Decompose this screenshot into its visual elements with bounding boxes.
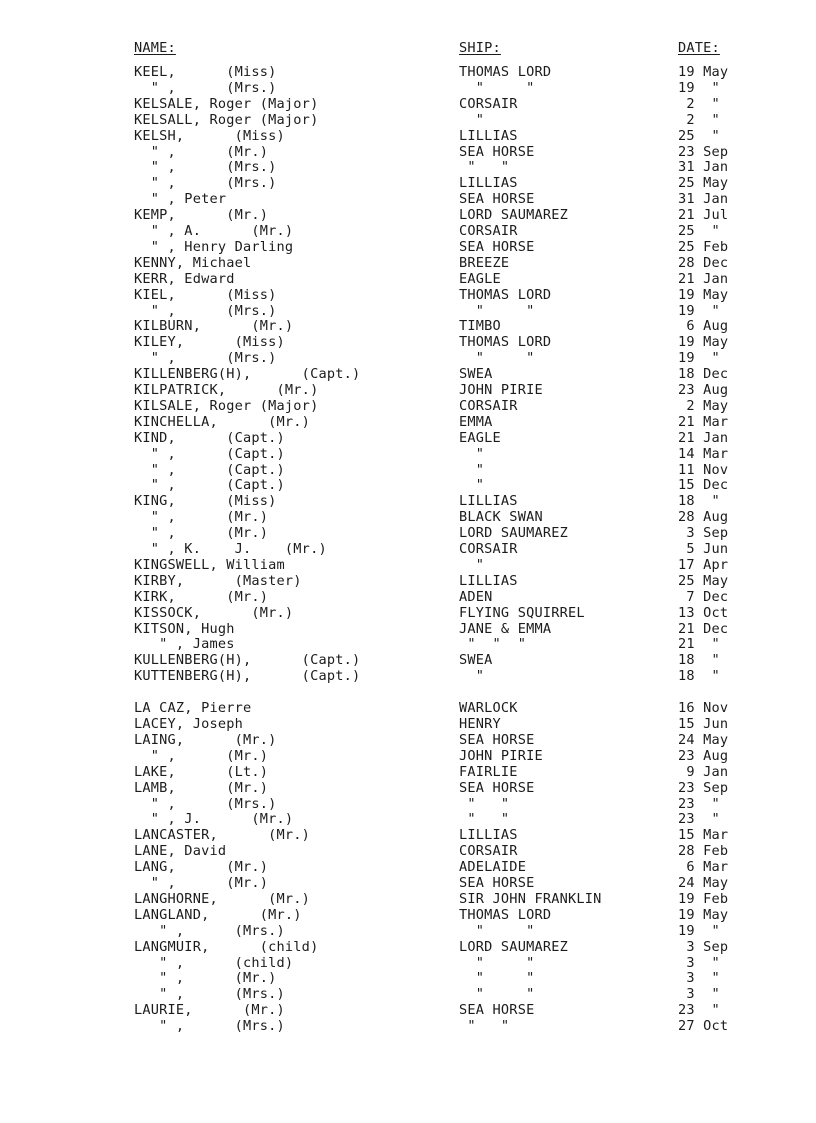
row-ship: " xyxy=(459,556,485,573)
row-name: LACEY, Joseph xyxy=(134,716,243,732)
row-ship: WARLOCK xyxy=(459,700,518,717)
row-name: LAURIE, (Mr.) xyxy=(134,1002,285,1019)
row-date: 25 May xyxy=(678,572,729,589)
row-name: " , (Mrs.) xyxy=(134,159,277,176)
row-date: 15 Mar xyxy=(678,827,729,844)
row-date: 17 Apr xyxy=(678,556,729,573)
row-name: LANGMUIR, (child) xyxy=(134,938,319,955)
row-ship: BLACK SWAN xyxy=(459,509,543,526)
row-name: KEEL, (Miss) xyxy=(134,64,277,80)
row-ship: " " xyxy=(459,79,535,96)
row-ship: ADEN xyxy=(459,588,493,605)
row-date: 25 Feb xyxy=(678,238,729,255)
row-date: 16 Nov xyxy=(678,700,729,717)
row-ship: FAIRLIE xyxy=(459,763,518,780)
row-name: LANGHORNE, (Mr.) xyxy=(134,890,311,907)
row-ship: EAGLE xyxy=(459,429,501,446)
header-date: DATE: xyxy=(678,40,720,56)
row-date: 25 May xyxy=(678,175,729,192)
row-name: KIRK, (Mr.) xyxy=(134,588,269,605)
row-name: LANGLAND, (Mr.) xyxy=(134,906,302,923)
row-ship: LILLIAS xyxy=(459,493,518,510)
row-date: 2 May xyxy=(678,397,729,414)
row-ship: " " xyxy=(459,986,535,1003)
row-ship: CORSAIR xyxy=(459,843,518,860)
row-ship: LORD SAUMAREZ xyxy=(459,207,568,224)
row-ship: SEA HORSE xyxy=(459,779,535,796)
row-ship: EMMA xyxy=(459,413,493,430)
row-name: LAMB, (Mr.) xyxy=(134,779,269,796)
row-ship: CORSAIR xyxy=(459,397,518,414)
row-date: 18 " xyxy=(678,668,720,685)
row-name: " , A. (Mr.) xyxy=(134,223,294,239)
row-ship: THOMAS LORD xyxy=(459,906,552,923)
row-ship: " xyxy=(459,445,485,462)
row-name: LAING, (Mr.) xyxy=(134,731,277,748)
row-date: 18 Dec xyxy=(678,366,729,383)
row-name: KENNY, Michael xyxy=(134,254,252,271)
row-name: KUTTENBERG(H), (Capt.) xyxy=(134,668,361,685)
row-date: 21 " xyxy=(678,636,720,653)
row-ship: FLYING SQUIRREL xyxy=(459,604,585,621)
row-ship: " " xyxy=(459,302,535,319)
row-date: 3 " xyxy=(678,970,720,987)
row-name: KITSON, Hugh xyxy=(134,620,235,637)
row-name: " , (Mr.) xyxy=(134,747,269,764)
row-name: " , (Mrs.) xyxy=(134,1018,285,1035)
row-date: 21 Mar xyxy=(678,413,729,430)
row-date: 19 May xyxy=(678,906,729,923)
row-date: 23 " xyxy=(678,811,720,828)
row-name: " , (Mr.) xyxy=(134,509,269,526)
row-name: KIRBY, (Master) xyxy=(134,572,302,589)
row-date: 21 Jul xyxy=(678,207,729,224)
row-date: 15 Jun xyxy=(678,716,729,732)
row-name: " , Henry Darling xyxy=(134,238,294,255)
row-date: 28 Aug xyxy=(678,509,729,526)
row-ship: " " " xyxy=(459,636,527,653)
row-date: 23 " xyxy=(678,1002,720,1019)
row-name: " , (Mr.) xyxy=(134,143,269,160)
row-ship: CORSAIR xyxy=(459,223,518,239)
row-date: 31 Jan xyxy=(678,191,729,208)
row-date: 28 Dec xyxy=(678,254,729,271)
row-ship: LORD SAUMAREZ xyxy=(459,938,568,955)
row-date: 6 Aug xyxy=(678,318,729,335)
row-date: 7 Dec xyxy=(678,588,729,605)
row-date: 21 Jan xyxy=(678,429,729,446)
row-date: 18 " xyxy=(678,493,720,510)
row-date: 19 " xyxy=(678,302,720,319)
row-name: LANCASTER, (Mr.) xyxy=(134,827,311,844)
row-date: 24 May xyxy=(678,875,729,891)
row-name: KILSALE, Roger (Major) xyxy=(134,397,319,414)
row-name: " , (Capt.) xyxy=(134,445,285,462)
row-ship: SEA HORSE xyxy=(459,731,535,748)
row-name: LA CAZ, Pierre xyxy=(134,700,252,717)
row-ship: " xyxy=(459,461,485,478)
row-name: " , James xyxy=(134,636,235,653)
row-date: 31 Jan xyxy=(678,159,729,176)
row-name: KULLENBERG(H), (Capt.) xyxy=(134,652,361,669)
row-name: " , (Mrs.) xyxy=(134,302,277,319)
row-date: 3 Sep xyxy=(678,938,729,955)
row-ship: SEA HORSE xyxy=(459,143,535,160)
row-ship: THOMAS LORD xyxy=(459,286,552,303)
row-name: KILLENBERG(H), (Capt.) xyxy=(134,366,361,383)
row-ship: TIMBO xyxy=(459,318,501,335)
row-date: 9 Jan xyxy=(678,763,729,780)
row-name: " , (Mrs.) xyxy=(134,350,277,367)
row-ship: JOHN PIRIE xyxy=(459,382,543,398)
row-name: " , (Mrs.) xyxy=(134,79,277,96)
row-name: KILPATRICK, (Mr.) xyxy=(134,382,319,398)
row-date: 14 Mar xyxy=(678,445,729,462)
row-date: 19 " xyxy=(678,922,720,939)
row-ship: SWEA xyxy=(459,652,493,669)
row-name: " , (Mrs.) xyxy=(134,175,277,192)
row-date: 6 Mar xyxy=(678,859,729,876)
row-ship: " " xyxy=(459,159,510,176)
row-ship: LILLIAS xyxy=(459,827,518,844)
row-name: KILEY, (Miss) xyxy=(134,334,285,351)
row-ship: " " xyxy=(459,795,510,812)
row-ship: LILLIAS xyxy=(459,175,518,192)
row-name: LAKE, (Lt.) xyxy=(134,763,269,780)
row-date: 23 Sep xyxy=(678,143,729,160)
row-name: " , K. J. (Mr.) xyxy=(134,541,327,557)
row-date: 21 Jan xyxy=(678,270,729,287)
row-name: KING, (Miss) xyxy=(134,493,277,510)
row-name: " , (Capt.) xyxy=(134,461,285,478)
row-ship: SEA HORSE xyxy=(459,238,535,255)
row-ship: " xyxy=(459,477,485,494)
row-name: " , (Capt.) xyxy=(134,477,285,494)
row-name: KISSOCK, (Mr.) xyxy=(134,604,294,621)
row-name: KINCHELLA, (Mr.) xyxy=(134,413,311,430)
row-date: 19 May xyxy=(678,64,729,80)
row-name: " , J. (Mr.) xyxy=(134,811,294,828)
row-ship: SEA HORSE xyxy=(459,875,535,891)
row-ship: THOMAS LORD xyxy=(459,64,552,80)
row-ship: LILLIAS xyxy=(459,572,518,589)
row-ship: " " xyxy=(459,922,535,939)
row-ship: CORSAIR xyxy=(459,95,518,112)
row-date: 21 Dec xyxy=(678,620,729,637)
header-name: NAME: xyxy=(134,40,176,56)
row-date: 19 May xyxy=(678,334,729,351)
row-ship: " " xyxy=(459,970,535,987)
row-date: 19 Feb xyxy=(678,890,729,907)
row-name: " , (Mr.) xyxy=(134,970,277,987)
row-date: 23 Aug xyxy=(678,747,729,764)
row-ship: JOHN PIRIE xyxy=(459,747,543,764)
row-name: LANG, (Mr.) xyxy=(134,859,269,876)
row-name: KIND, (Capt.) xyxy=(134,429,285,446)
row-name: KINGSWELL, William xyxy=(134,556,285,573)
row-ship: " " xyxy=(459,1018,510,1035)
row-ship: HENRY xyxy=(459,716,501,732)
row-ship: SWEA xyxy=(459,366,493,383)
row-date: 2 " xyxy=(678,111,720,128)
row-date: 19 " xyxy=(678,79,720,96)
row-date: 5 Jun xyxy=(678,541,729,557)
row-ship: SEA HORSE xyxy=(459,191,535,208)
row-name: KIEL, (Miss) xyxy=(134,286,277,303)
row-name: LANE, David xyxy=(134,843,227,860)
row-date: 3 " xyxy=(678,954,720,971)
row-name: " , (Mr.) xyxy=(134,525,269,542)
row-ship: ADELAIDE xyxy=(459,859,527,876)
row-name: KILBURN, (Mr.) xyxy=(134,318,294,335)
row-date: 25 " xyxy=(678,127,720,144)
row-ship: EAGLE xyxy=(459,270,501,287)
row-date: 23 Sep xyxy=(678,779,729,796)
row-ship: CORSAIR xyxy=(459,541,518,557)
row-name: KELSH, (Miss) xyxy=(134,127,285,144)
row-date: 3 " xyxy=(678,986,720,1003)
row-date: 23 Aug xyxy=(678,382,729,398)
row-ship: " " xyxy=(459,811,510,828)
row-ship: " xyxy=(459,668,485,685)
row-ship: LORD SAUMAREZ xyxy=(459,525,568,542)
row-date: 25 " xyxy=(678,223,720,239)
row-date: 2 " xyxy=(678,95,720,112)
row-date: 27 Oct xyxy=(678,1018,729,1035)
row-name: KELSALE, Roger (Major) xyxy=(134,95,319,112)
row-date: 15 Dec xyxy=(678,477,729,494)
row-date: 28 Feb xyxy=(678,843,729,860)
row-name: KERR, Edward xyxy=(134,270,235,287)
row-ship: LILLIAS xyxy=(459,127,518,144)
row-name: " , (Mrs.) xyxy=(134,986,285,1003)
row-ship: THOMAS LORD xyxy=(459,334,552,351)
row-date: 23 " xyxy=(678,795,720,812)
row-date: 19 May xyxy=(678,286,729,303)
row-ship: SIR JOHN FRANKLIN xyxy=(459,890,602,907)
row-name: KELSALL, Roger (Major) xyxy=(134,111,319,128)
row-date: 11 Nov xyxy=(678,461,729,478)
row-date: 3 Sep xyxy=(678,525,729,542)
row-date: 19 " xyxy=(678,350,720,367)
row-date: 13 Oct xyxy=(678,604,729,621)
row-ship: " " xyxy=(459,350,535,367)
row-date: 24 May xyxy=(678,731,729,748)
row-name: " , (child) xyxy=(134,954,294,971)
row-name: " , (Mrs.) xyxy=(134,795,277,812)
header-ship: SHIP: xyxy=(459,40,501,56)
row-ship: " xyxy=(459,111,485,128)
row-name: " , (Mr.) xyxy=(134,875,269,891)
row-name: " , Peter xyxy=(134,191,227,208)
row-ship: BREEZE xyxy=(459,254,510,271)
row-ship: " " xyxy=(459,954,535,971)
row-date: 18 " xyxy=(678,652,720,669)
row-ship: SEA HORSE xyxy=(459,1002,535,1019)
row-name: " , (Mrs.) xyxy=(134,922,285,939)
row-ship: JANE & EMMA xyxy=(459,620,552,637)
row-name: KEMP, (Mr.) xyxy=(134,207,269,224)
